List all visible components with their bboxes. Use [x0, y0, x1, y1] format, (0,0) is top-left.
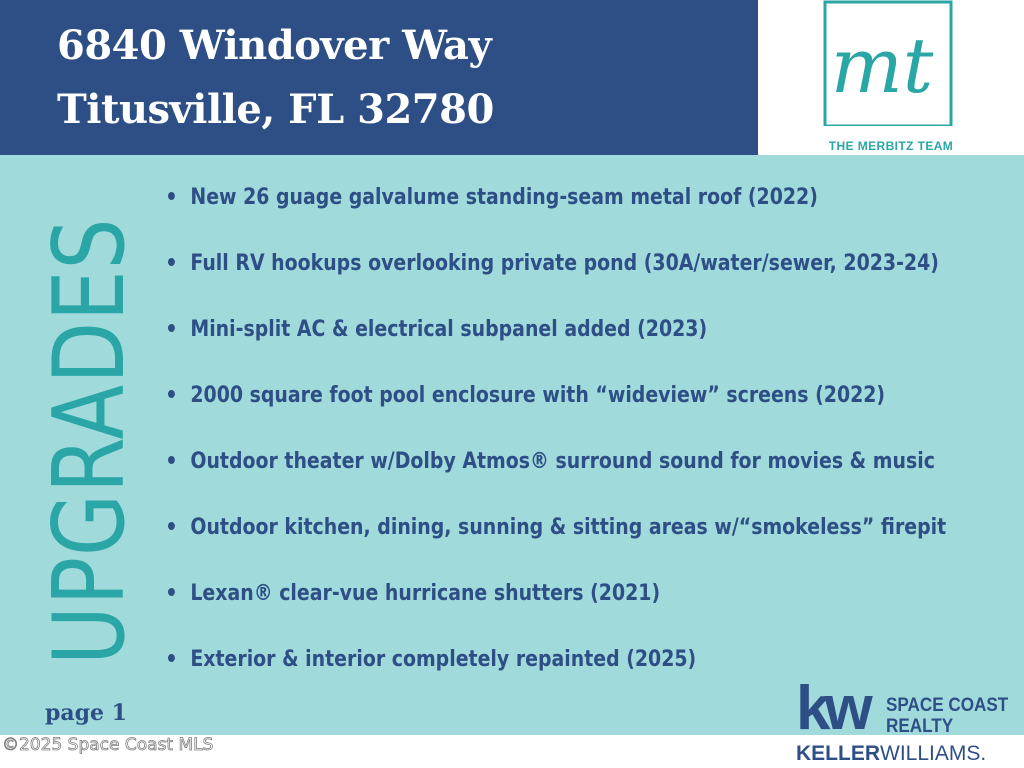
bullet-icon — [168, 258, 175, 266]
bullet-icon — [168, 654, 175, 662]
upgrade-item — [168, 449, 935, 474]
upgrade-item — [168, 383, 885, 408]
upgrade-text: Full RV hookups overlooking private pond (30A/water/sewer, 2023-24) — [190, 251, 939, 276]
logo-monogram-text: mt — [830, 21, 934, 110]
bullet-icon — [168, 456, 175, 464]
upgrade-text: 2000 square foot pool enclosure with “wideview” screens (2022) — [190, 383, 886, 408]
mt-monogram-logo — [822, 0, 954, 126]
bullet-icon — [168, 390, 175, 398]
upgrade-item — [168, 647, 696, 672]
brokerage-brand — [796, 742, 986, 766]
address-header — [0, 0, 758, 155]
upgrade-text: Lexan® clear-vue hurricane shutters (2021) — [190, 581, 661, 606]
address-street: 6840 Windover Way — [57, 22, 492, 69]
bullet-icon — [168, 192, 175, 200]
brand-williams: WILLIAMS. — [880, 742, 987, 765]
bullet-icon — [168, 522, 175, 530]
upgrade-item — [168, 515, 946, 540]
upgrades-panel — [0, 155, 1024, 735]
upgrade-text: New 26 guage galvalume standing-seam metal roof (2022) — [190, 185, 818, 210]
upgrade-item — [168, 317, 707, 342]
bullet-icon — [168, 324, 175, 332]
upgrade-text: Exterior & interior completely repainted (2025) — [190, 647, 697, 672]
bullet-icon — [168, 588, 175, 596]
office-name-line2: REALTY — [886, 716, 954, 737]
upgrade-item — [168, 251, 939, 276]
address-city: Titusville, FL 32780 — [57, 86, 494, 133]
upgrade-text: Outdoor kitchen, dining, sunning & sitting areas w/“smokeless” firepit — [190, 515, 947, 540]
keller-williams-logo — [796, 674, 1021, 768]
team-name: THE MERBITZ TEAM — [828, 139, 954, 153]
upgrades-heading: UPGRADES — [33, 217, 147, 666]
page-number: page 1 — [45, 700, 127, 726]
office-name-line1: SPACE COAST — [886, 695, 1009, 716]
upgrade-item — [168, 581, 660, 606]
brand-keller: KELLER — [796, 742, 880, 765]
mls-watermark: ©2025 Space Coast MLS — [2, 735, 214, 755]
upgrade-item — [168, 185, 818, 210]
merbitz-team-logo — [758, 0, 1024, 155]
upgrade-text: Outdoor theater w/Dolby Atmos® surround sound for movies & music — [190, 449, 935, 474]
kw-mark: kw — [796, 674, 867, 743]
upgrade-text: Mini-split AC & electrical subpanel added (2023) — [190, 317, 708, 342]
